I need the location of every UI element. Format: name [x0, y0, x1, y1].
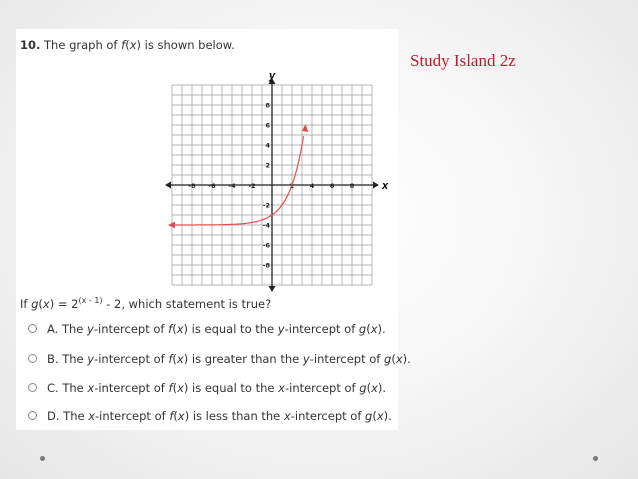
option-x: x: [376, 409, 384, 423]
y-axis-label: y: [269, 70, 276, 82]
option-text: ) is greater than the: [183, 352, 303, 366]
option-g: g: [358, 322, 367, 336]
option-text: (: [366, 322, 371, 336]
question-f: f: [121, 38, 126, 52]
x-axis-label: x: [382, 180, 389, 192]
y-tick-label: -2: [262, 201, 270, 210]
question-heading: 10. The graph of f(x) is shown below.: [20, 38, 235, 52]
option-var: y: [277, 322, 285, 336]
option-text: The: [62, 352, 88, 366]
prompt-suffix: - 2, which statement is true?: [102, 297, 272, 311]
x-axis-arrow-right: [373, 182, 379, 189]
option-letter: B.: [47, 352, 59, 366]
function-graph: [160, 68, 389, 284]
prompt-prefix: If: [20, 297, 32, 311]
option-x: x: [176, 322, 184, 336]
option-text: -intercept of: [309, 352, 385, 366]
question-x: x: [129, 38, 137, 52]
x-tick-label: -6: [208, 182, 216, 190]
option-text: (: [172, 352, 177, 366]
option-var: x: [87, 381, 95, 395]
option-b-radio[interactable]: [28, 354, 37, 363]
question-number: 10.: [20, 38, 41, 52]
y-tick-label: 4: [265, 141, 270, 150]
option-x: x: [395, 352, 403, 366]
option-var: x: [278, 381, 285, 395]
option-text: -intercept of: [95, 409, 170, 423]
option-var: y: [87, 352, 95, 366]
option-text: The: [62, 381, 88, 395]
option-text: ).: [377, 322, 386, 336]
prompt-equals: = 2: [54, 297, 79, 311]
option-text: ).: [402, 352, 411, 366]
option-var: y: [87, 322, 94, 336]
x-tick-label: -2: [248, 182, 256, 190]
prompt-line: If $g(x) = 2^{(x - 1)} - 2$, which statement is true?: [20, 296, 272, 311]
option-f: f: [168, 381, 173, 395]
option-text: (: [172, 381, 178, 395]
option-text: -intercept of: [284, 381, 360, 395]
y-tick-label: 2: [265, 161, 270, 170]
option-g: g: [384, 352, 392, 366]
option-text: ) is equal to the: [183, 381, 279, 395]
y-tick-label: 8: [265, 101, 270, 110]
graph-tick-labels: [188, 70, 389, 270]
slide-bullet-dot-left: [40, 456, 45, 461]
option-letter: A.: [47, 322, 59, 336]
y-tick-label: -6: [262, 241, 270, 250]
option-text: ).: [383, 409, 392, 423]
option-c-radio[interactable]: [28, 383, 37, 392]
x-tick-label: -8: [188, 182, 196, 190]
option-var: x: [283, 409, 291, 423]
option-text: ).: [377, 381, 387, 395]
option-x: x: [370, 322, 378, 336]
graph-axes: [165, 78, 379, 292]
y-tick-label: 6: [265, 121, 270, 130]
option-f: f: [169, 409, 174, 423]
prompt-x: x: [42, 297, 50, 311]
option-d-radio[interactable]: [28, 411, 37, 420]
y-tick-label: -4: [262, 221, 270, 230]
option-text: (: [172, 322, 177, 336]
option-x: x: [177, 381, 184, 395]
option-x: x: [176, 352, 184, 366]
y-tick-label: -8: [262, 261, 270, 270]
option-d[interactable]: [28, 409, 392, 423]
option-text: -intercept of: [94, 381, 169, 395]
option-text: -intercept of: [94, 352, 169, 366]
option-a[interactable]: [28, 322, 386, 336]
option-c[interactable]: [28, 381, 386, 395]
option-f: f: [168, 322, 173, 336]
option-text: -intercept of: [284, 322, 359, 336]
option-x: x: [177, 409, 185, 423]
slide-bullet-dot-right: [593, 456, 598, 461]
option-var: x: [88, 409, 96, 423]
x-tick-label: 4: [309, 182, 315, 190]
option-text: (: [366, 381, 372, 395]
x-tick-label: 8: [349, 182, 355, 190]
option-b[interactable]: [28, 352, 411, 366]
slide-title: Study Island 2z: [410, 51, 516, 70]
option-letter: D.: [47, 409, 60, 423]
option-f: f: [168, 352, 173, 366]
x-axis-arrow-left: [165, 182, 171, 189]
option-text: The: [63, 409, 89, 423]
option-g: g: [365, 409, 373, 423]
x-tick-label: -4: [228, 182, 236, 190]
x-tick-label: 2: [289, 182, 295, 190]
option-text: (: [173, 409, 178, 423]
x-tick-label: 6: [329, 182, 335, 190]
option-a-radio[interactable]: [28, 324, 37, 333]
option-text: -intercept of: [93, 322, 169, 336]
prompt-g: g: [31, 297, 39, 311]
option-text: The: [61, 322, 88, 336]
option-letter: C.: [47, 381, 59, 395]
option-text: (: [391, 352, 396, 366]
question-text-a: The graph of: [44, 38, 122, 52]
prompt-exponent: (x - 1): [78, 296, 103, 305]
option-g: g: [359, 381, 367, 395]
option-var: y: [302, 352, 310, 366]
option-x: x: [371, 381, 378, 395]
option-text: (: [372, 409, 377, 423]
option-text: -intercept of: [290, 409, 366, 423]
option-text: ) is less than the: [184, 409, 284, 423]
option-text: ) is equal to the: [183, 322, 278, 336]
question-text-b: is shown below.: [141, 38, 235, 52]
